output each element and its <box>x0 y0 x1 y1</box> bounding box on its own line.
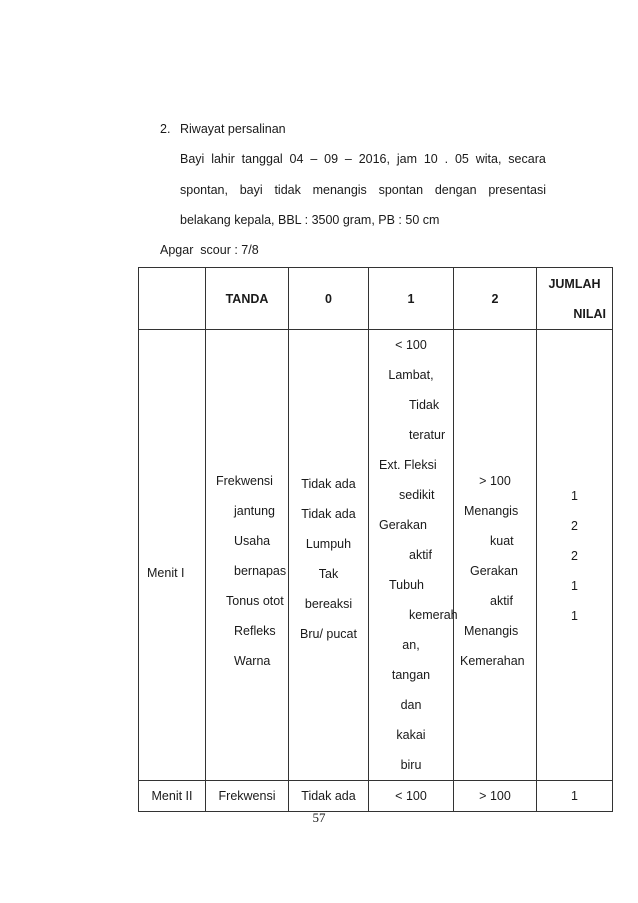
nol-line: Lumpuh <box>305 537 352 551</box>
paragraph-word: 09 <box>324 152 339 166</box>
tanda-line: Warna <box>234 654 271 668</box>
table-header-row <box>139 268 613 330</box>
tanda-line: jantung <box>234 504 276 518</box>
paragraph-word: dengan <box>434 183 477 197</box>
satu-line: sedikit <box>399 488 435 502</box>
paragraph-word: lahir <box>211 152 235 166</box>
nol-line: Tidak ada <box>301 507 356 521</box>
menit-1-tanda-cell <box>206 330 289 781</box>
menit-1-dua-cell <box>454 330 537 781</box>
paragraph-word: jam <box>396 152 417 166</box>
paragraph-word: spontan, <box>180 183 228 197</box>
paragraph-word: tidak <box>274 183 301 197</box>
nilai-line: 1 <box>571 579 578 593</box>
menit-2-tanda: Frekwensi <box>206 781 289 812</box>
nol-line: Bru/ pucat <box>300 627 357 641</box>
header-2: 2 <box>454 268 537 330</box>
paragraph-word: wita, <box>475 152 502 166</box>
paragraph-line-3: belakang kepala, BBL : 3500 gram, PB : 50 cm <box>180 213 440 227</box>
paragraph-word: 2016, <box>358 152 390 166</box>
tanda-line: bernapas <box>234 564 287 578</box>
apgar-table <box>138 267 613 812</box>
menit-2-nilai: 1 <box>537 781 613 812</box>
satu-line: Tidak <box>409 398 440 412</box>
nilai-line: 2 <box>571 549 578 563</box>
tanda-line: Tonus otot <box>226 594 284 608</box>
section-number: 2. <box>160 122 171 136</box>
satu-line: dan <box>400 698 422 712</box>
dua-line: Menangis <box>464 504 519 518</box>
header-nilai: NILAI <box>573 306 606 321</box>
paragraph-word: 04 <box>289 152 304 166</box>
paragraph-word: . <box>444 152 449 166</box>
menit-2-satu: < 100 <box>369 781 454 812</box>
dua-line: Gerakan <box>470 564 518 578</box>
menit-1-label: Menit I <box>139 330 206 781</box>
satu-line: Lambat, <box>388 368 434 382</box>
paragraph-word: menangis <box>312 183 367 197</box>
dua-line: kuat <box>490 534 514 548</box>
dua-line: Menangis <box>464 624 519 638</box>
paragraph-word: – <box>344 152 352 166</box>
tanda-line: Refleks <box>234 624 276 638</box>
table-row-menit-1 <box>139 330 613 781</box>
header-tanda: TANDA <box>206 268 289 330</box>
satu-line: Tubuh <box>389 578 424 592</box>
dua-line: > 100 <box>479 474 511 488</box>
satu-line: kakai <box>396 728 426 742</box>
paragraph-word: Bayi <box>180 152 205 166</box>
nol-line: Tak <box>318 567 339 581</box>
menit-2-dua: > 100 <box>454 781 537 812</box>
menit-1-nilai-cell <box>537 330 613 781</box>
header-1: 1 <box>369 268 454 330</box>
paragraph-line-1 <box>180 152 546 166</box>
paragraph-word: 05 <box>454 152 469 166</box>
satu-line: < 100 <box>395 338 427 352</box>
satu-line: an, <box>402 638 420 652</box>
page-number: 57 <box>312 810 326 825</box>
header-jumlah: JUMLAH <box>548 276 601 291</box>
tanda-line: Frekwensi <box>216 474 273 488</box>
nol-line: Tidak ada <box>301 477 356 491</box>
section-heading: Riwayat persalinan <box>180 122 286 136</box>
dua-line: aktif <box>490 594 513 608</box>
table-row-menit-2 <box>139 781 613 812</box>
menit-2-label: Menit II <box>139 781 206 812</box>
menit-2-nol: Tidak ada <box>289 781 369 812</box>
menit-1-satu-cell <box>369 330 458 781</box>
paragraph-word: 10 <box>423 152 438 166</box>
paragraph-word: – <box>310 152 318 166</box>
paragraph-word: bayi <box>239 183 263 197</box>
header-jumlah-nilai <box>537 268 613 330</box>
apgar-score-label: Apgar scour : 7/8 <box>160 243 259 257</box>
satu-line: biru <box>400 758 422 772</box>
paragraph-word: spontan <box>378 183 424 197</box>
nilai-line: 2 <box>571 519 578 533</box>
satu-line: tangan <box>391 668 431 682</box>
satu-line: Ext. Fleksi <box>379 458 437 472</box>
header-0: 0 <box>289 268 369 330</box>
paragraph-word: tanggal <box>241 152 283 166</box>
nilai-line: 1 <box>571 489 578 503</box>
paragraph-word: presentasi <box>488 183 546 197</box>
tanda-line: Usaha <box>234 534 271 548</box>
satu-line: teratur <box>409 428 446 442</box>
satu-line: Gerakan <box>379 518 427 532</box>
menit-1-nol-cell <box>289 330 369 781</box>
header-blank <box>139 268 206 330</box>
nilai-line: 1 <box>571 609 578 623</box>
dua-line: Kemerahan <box>460 654 525 668</box>
satu-line: aktif <box>409 548 432 562</box>
paragraph-word: secara <box>508 152 546 166</box>
satu-line: kemerah <box>409 608 458 622</box>
paragraph-line-2 <box>180 183 546 197</box>
nol-line: bereaksi <box>304 597 353 611</box>
